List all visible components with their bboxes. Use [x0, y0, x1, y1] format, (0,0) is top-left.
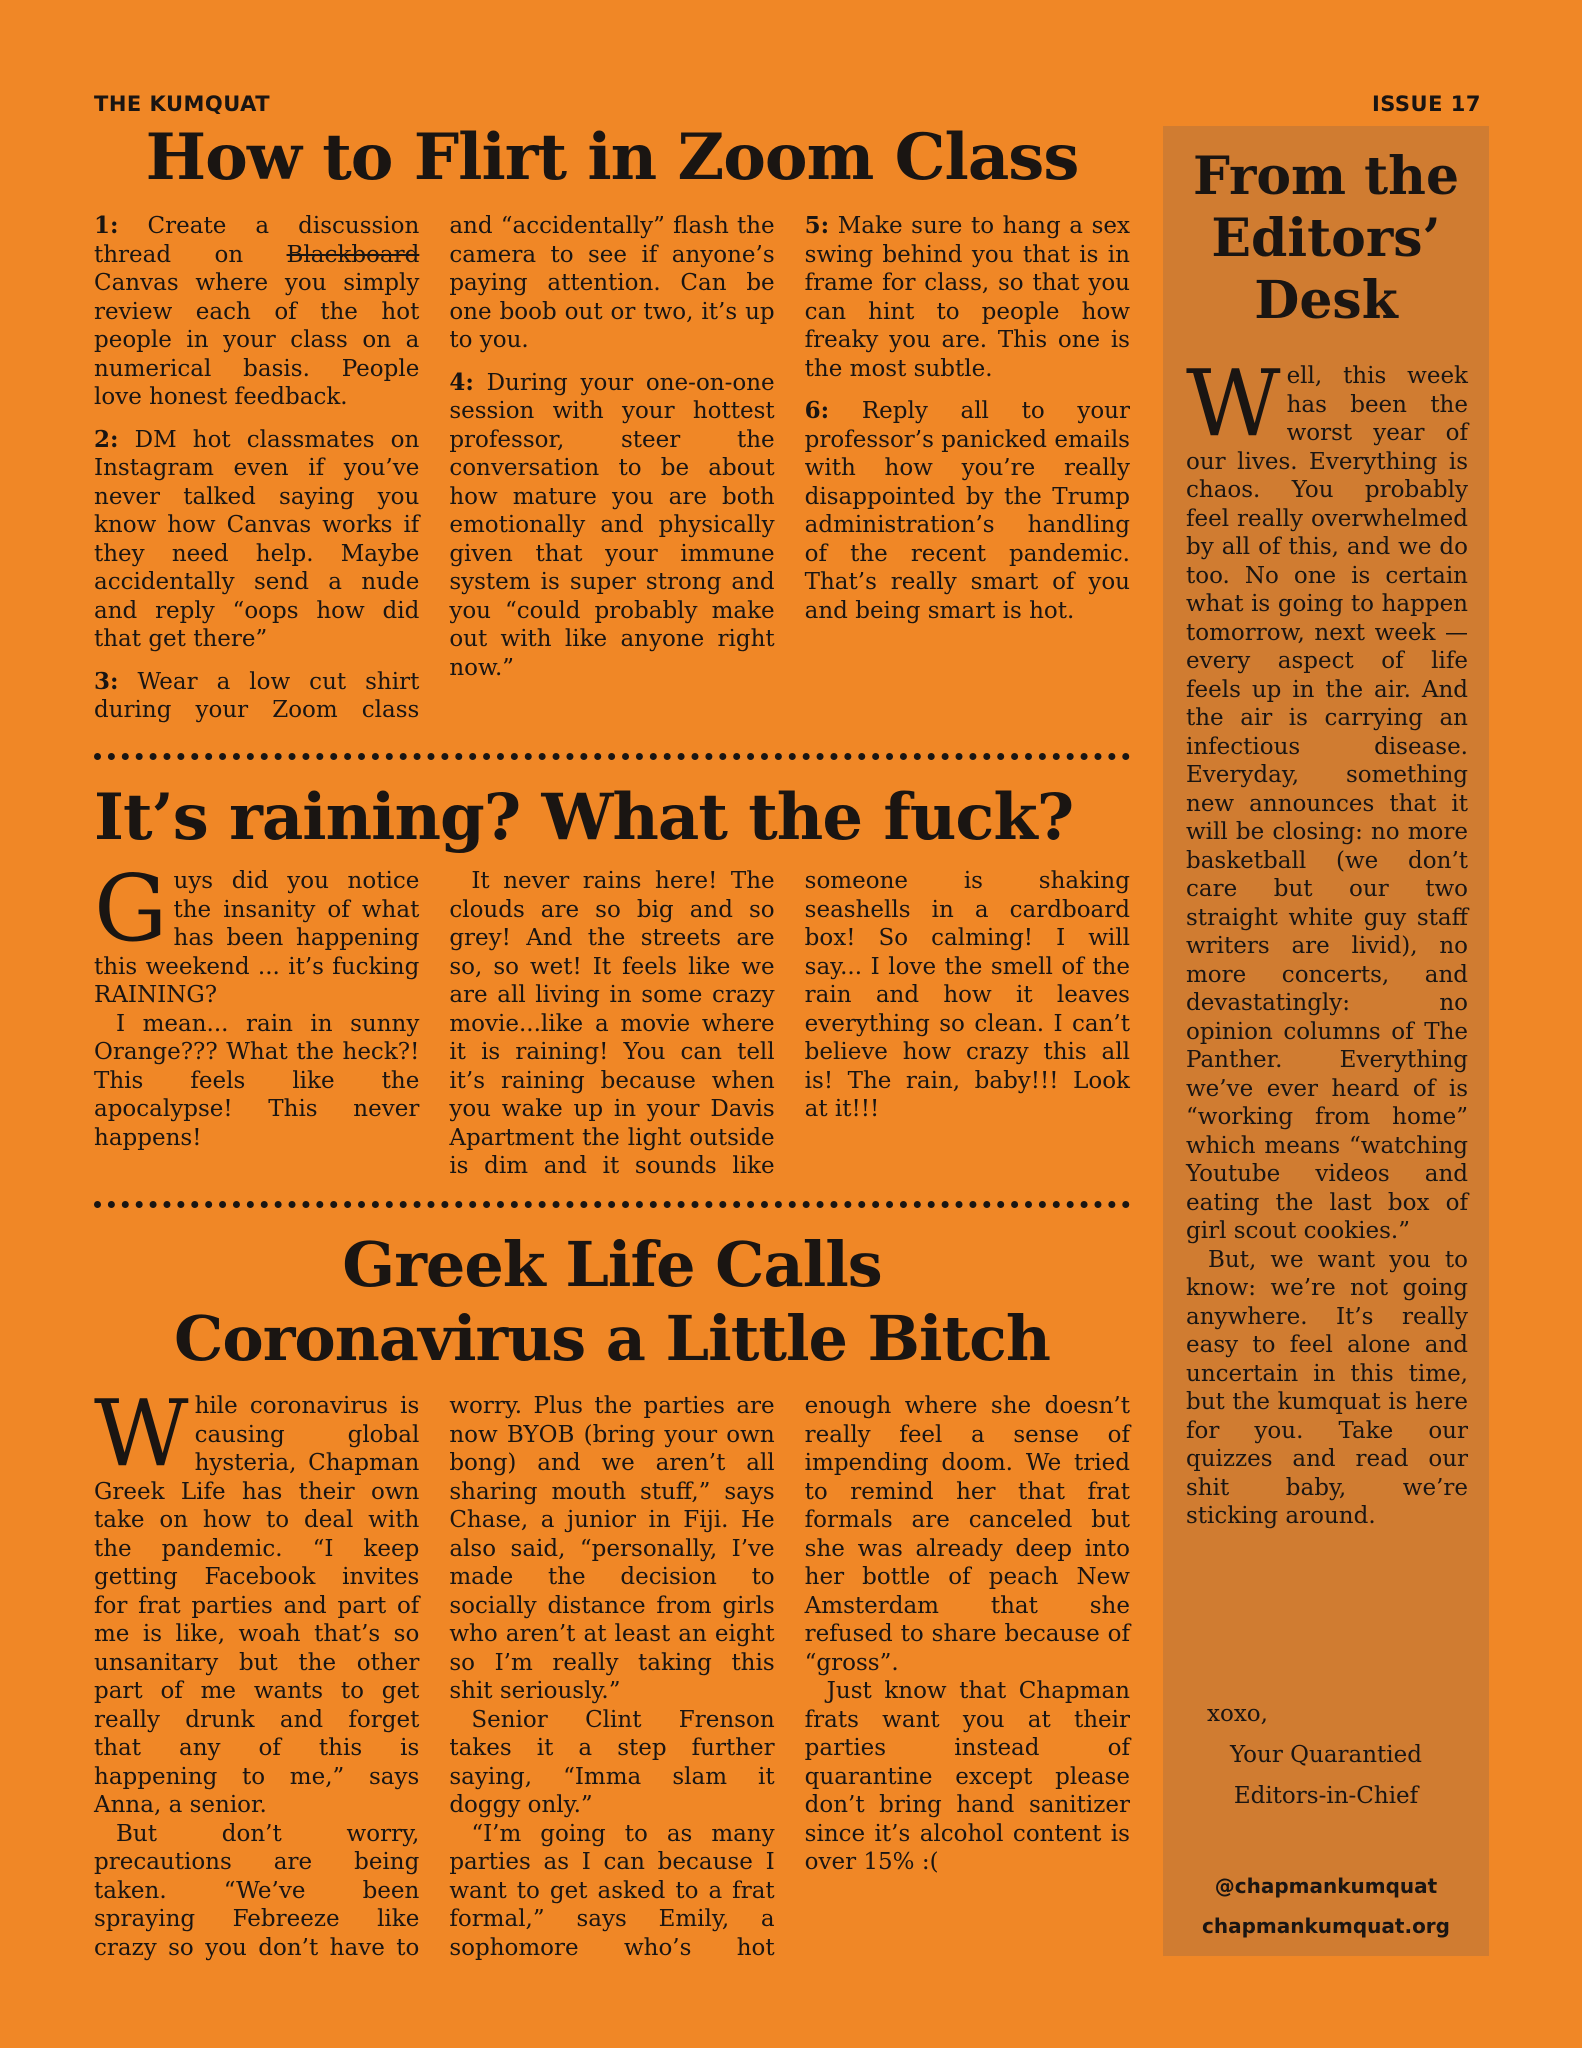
paragraph: While coronavirus is causing global hysteria, Chapman Greek Life has their own take on how to deal with the pandemic. “I keep getting Facebook invites for frat parties and part of me is like, woah that’s so unsanitary but the other part of me wants to get really drunk and forget that any of this is happening to me,” says Anna, a senior. — [94, 1380, 420, 1818]
article1-headline: How to Flirt in Zoom Class — [145, 120, 1079, 195]
social-handle: @chapmankumquat — [1214, 1874, 1438, 1898]
article2-body — [94, 855, 1130, 1185]
article2-headline: It’s raining? What the fuck? — [94, 780, 1074, 855]
signature-block — [1163, 1694, 1489, 1817]
paragraph: Guys did you notice the insanity of what has been happening this weekend ... it’s fucking RAINING? — [94, 855, 420, 1008]
paragraph: Just know that Chapman frats want you at their parties instead of quarantine except please don’t bring hand sanitizer since it’s alcohol content is over 15% :( — [804, 1678, 1130, 1875]
list-item: 4: During your one-on-one session with your hottest professor, steer the conversation to be about how mature you are both emotionally and physically given that your immune system is super strong and you “could probably make out with like anyone right now.” — [449, 368, 775, 681]
list-item: 5: Make sure to hang a sex swing behind you that is in frame for class, so that you can hint to people how freaky you are. This one is the most subtle. — [804, 212, 1130, 382]
article1-body — [94, 212, 1130, 732]
section-divider — [94, 1201, 1130, 1208]
list-item: 6: Reply all to your professor’s panicked emails with how you’re really disappointed by the Trump administration’s handling of the recent pandemic. That’s really smart of you and being smart is hot. — [804, 397, 1130, 624]
paragraph: Senior Clint Frenson takes it a step further saying, “Imma slam it doggy only.” — [449, 1706, 775, 1818]
headline-line: Coronavirus a Little Bitch — [174, 1302, 1050, 1375]
list-item: 3: Wear a low cut shirt during your Zoom class and “accidentally” flash the camera to see if anyone’s paying attention. Can be one boob out or two, it’s up to you. — [94, 213, 775, 723]
editors-desk-sidebar — [1163, 126, 1489, 1956]
issue-number: ISSUE 17 — [1371, 92, 1481, 116]
paragraph: But don’t worry, precautions are being taken. “We’ve been spraying Febreeze like crazy so you don’t have to worry. Plus the parties are now BYOB (bring your own bong) and we aren’t all sharing mouth stuff,” says Chase, a junior in Fiji. He also said, “personally, I’ve made the decision to socially distance from girls who aren’t at least an eight so I’m really taking this shit seriously.” — [94, 1393, 775, 1961]
article3-headline — [94, 1228, 1130, 1376]
contact-links — [1163, 1866, 1489, 1946]
section-divider — [94, 753, 1130, 760]
headline-line: Greek Life Calls — [342, 1228, 882, 1301]
sidebar-body — [1186, 350, 1468, 1531]
publication-name: THE KUMQUAT — [94, 92, 271, 116]
list-item: 1: Create a discussion thread on Blackboard Canvas where you simply review each of the hot people in your class on a numerical basis. People love honest feedback. — [94, 212, 420, 410]
signoff: xoxo, — [1207, 1701, 1268, 1727]
drop-cap: G — [94, 855, 168, 962]
website-url: chapmankumquat.org — [1202, 1914, 1450, 1938]
drop-cap: W — [1186, 350, 1281, 457]
list-item: 2: DM hot classmates on Instagram even if you’ve never talked saying you know how Canvas works if they need help. Maybe accidentally send a nude and reply “oops how did that get there” — [94, 425, 420, 652]
paragraph: I mean... rain in sunny Orange??? What the heck?! This feels like the apocalypse! This never happens! — [94, 1010, 420, 1151]
signature-line: Your Quarantied — [1230, 1742, 1422, 1768]
paragraph: Well, this week has been the worst year of our lives. Everything is chaos. You probably feel really overwhelmed by all of this, and we do too. No one is certain what is going to happen tomorrow, next week — every aspect of life feels up in the air. And the air is carrying an infectious disease. Everyday, something new announces that it will be closing: no more basketball (we don’t care but our two straight white guy staff writers are livid), no more concerts, and devastatingly: no opinion columns of The Panther. Everything we’ve ever heard of is “working from home” which means “watching Youtube videos and eating the last box of girl scout cookies.” — [1186, 350, 1468, 1244]
paragraph: It never rains here! The clouds are so big and so grey! And the streets are so, so wet! It feels like we are all living in some crazy movie...like a movie where it is raining! You can tell it’s raining because when you wake up in your Davis Apartment the light outside is dim and it sounds like someone is shaking seashells in a cardboard box! So calming! I will say... I love the smell of the rain and how it leaves everything so clean. I can’t believe how crazy this all is! The rain, baby!!! Look at it!!! — [449, 868, 1130, 1179]
article3-body — [94, 1380, 1130, 1972]
paragraph: “I’m going to as many parties as I can because I want to get asked to a frat formal,” says Emily, a sophomore who’s hot enough where she doesn’t really feel a sense of impending doom. We tried to remind her that frat formals are canceled but she was already deep into her bottle of peach New Amsterdam that she refused to share because of “gross”. — [449, 1393, 1130, 1961]
signature-line: Editors-in-Chief — [1233, 1783, 1419, 1809]
paragraph: But, we want you to know: we’re not going anywhere. It’s really easy to feel alone and uncertain in this time, but the kumquat is here for you. Take our quizzes and read our shit baby, we’re sticking around. — [1186, 1246, 1468, 1529]
sidebar-title: From the Editors’ Desk — [1192, 146, 1460, 331]
drop-cap: W — [94, 1380, 189, 1487]
